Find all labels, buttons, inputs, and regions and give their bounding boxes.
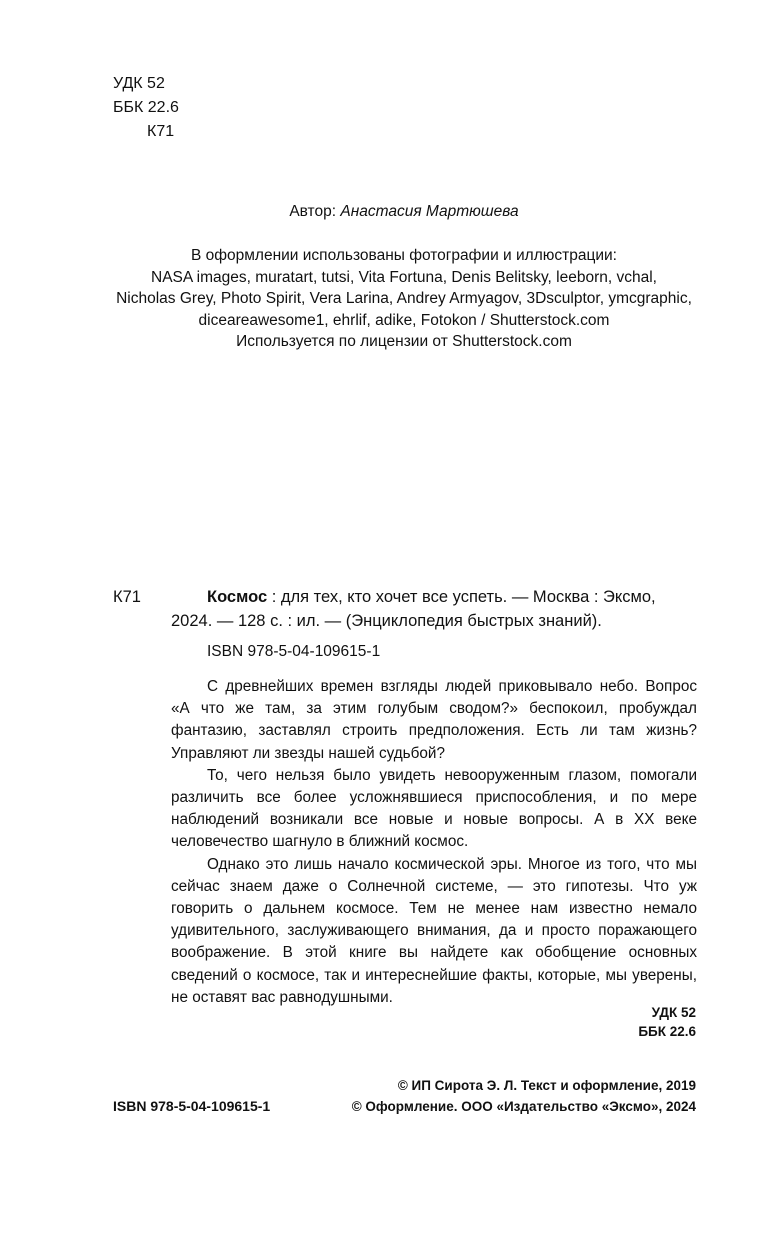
book-title: Космос [207,588,268,606]
bbk-code-right: ББК 22.6 [638,1024,696,1039]
image-credits [110,245,698,353]
credits-line: Используется по лицензии от Shutterstock.com [236,333,572,350]
credits-line: В оформлении использованы фотографии и иллюстрации: [191,247,617,264]
credits-line: diceareawesome1, ehrlif, adike, Fotokon / Shutterstock.com [198,311,610,329]
copyright-block [300,1075,696,1117]
author-mark: К71 [147,123,175,140]
annotation-paragraph: С древнейших времен взгляды людей приковывало небо. Вопрос «А что же там, за этим голубым сводом?» беспокоил, пробуждал фантазию, заставлял строить предположения. Есть ли там жизнь? Управляют ли звезды нашей судьбой? [171,678,697,762]
bib-entry-line-1 [171,585,697,609]
credits-line: NASA images, muratart, tutsi, Vita Fortuna, Denis Belitsky, leeborn, vchal, [151,268,657,286]
isbn-entry: ISBN 978-5-04-109615-1 [207,643,381,660]
annotation-paragraph: Однако это лишь начало космической эры. Многое из того, что мы сейчас знаем даже о Солнечной системе, — это гипотезы. Что уж говорить о дальнем космосе. Тем не менее нам известно немало удивительного, заслуживающего внимания, да и просто поражающего воображение. В этой книге вы найдете как обобщение основных сведений о космосе, так и интереснейшие факты, которые, мы уверены, не оставят вас равнодушными. [171,855,697,1006]
annotation [171,676,697,1009]
bib-code: К71 [113,588,141,606]
classification-right [600,1003,696,1041]
bib-entry [171,585,697,633]
author-name: Анастасия Мартюшева [340,203,519,220]
author-label: Автор: [289,203,337,220]
author-line [0,202,768,222]
bib-entry-subtitle: : для тех, кто хочет все успеть. — Москва : Эксмо, [267,588,656,606]
copyright-line-1: © ИП Сирота Э. Л. Текст и оформление, 2019 [397,1078,696,1093]
bib-entry-line-2: 2024. — 128 с. : ил. — (Энциклопедия быстрых знаний). [171,612,602,630]
bbk-code: ББК 22.6 [113,99,179,116]
udk-code-right: УДК 52 [651,1005,696,1020]
annotation-paragraph: То, чего нельзя было увидеть невооруженным глазом, помогали различить все более усложнявшиеся приспособления, и по мере наблюдений возникали все новые и новые вопросы. А в XX веке человечество шагнуло в ближний космос. [171,766,697,851]
credits-line: Nicholas Grey, Photo Spirit, Vera Larina, Andrey Armyagov, 3Dsculptor, ymcgraphic, [116,290,692,307]
copyright-line-2: © Оформление. ООО «Издательство «Эксмо», 2024 [351,1099,696,1114]
isbn-bottom: ISBN 978-5-04-109615-1 [113,1098,271,1114]
udk-code: УДК 52 [113,75,165,92]
classification-block [113,72,179,144]
